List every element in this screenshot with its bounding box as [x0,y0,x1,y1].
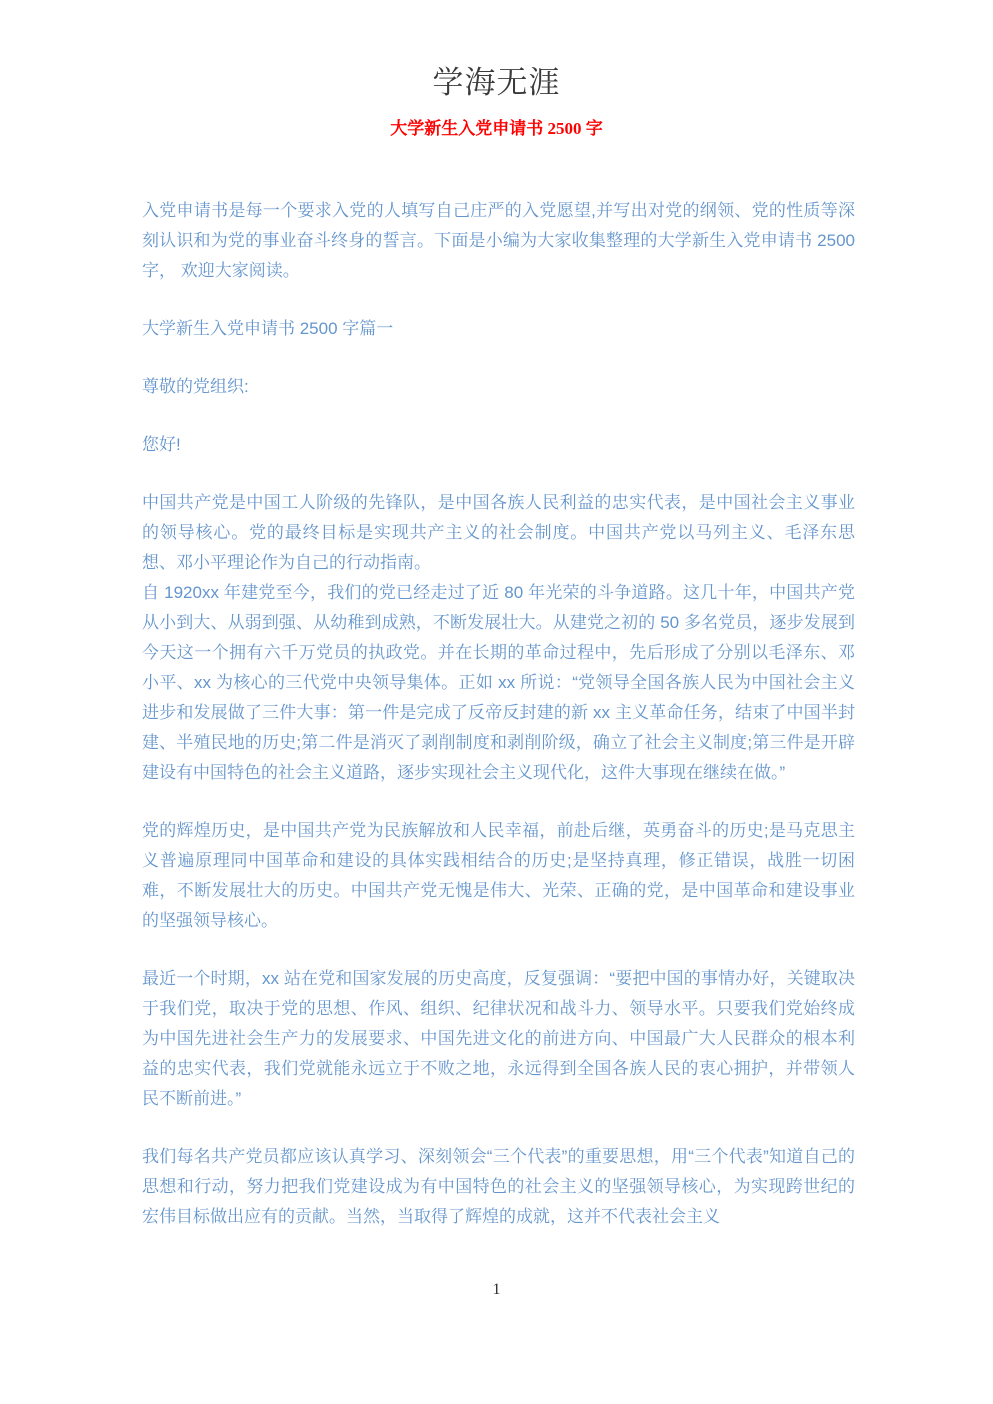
paragraph-section-heading: 大学新生入党申请书 2500 字篇一 [142,319,394,338]
document-subtitle: 大学新生入党申请书 2500 字 [390,119,603,138]
paragraph-intro: 入党申请书是每一个要求入党的人填写自己庄严的入党愿望,并写出对党的纲领、党的性质等深刻认识和为党的事业奋斗终身的誓言。下面是小编为大家收集整理的大学新生入党申请书 2500 字， 欢迎大家阅读。 [142,201,855,280]
paragraph-glorious-history: 党的辉煌历史，是中国共产党为民族解放和人民幸福，前赴后继，英勇奋斗的历史;是马克思主义普遍原理同中国革命和建设的具体实践相结合的历史;是坚持真理，修正错误，战胜一切困难，不断发展壮大的历史。中国共产党无愧是伟大、光荣、正确的党，是中国革命和建设事业的坚强领导核心。 [142,821,855,930]
paragraph-three-represents: 我们每名共产党员都应该认真学习、深刻领会“三个代表”的重要思想，用“三个代表”知道自己的思想和行动，努力把我们党建设成为有中国特色的社会主义的坚强领导核心，为实现跨世纪的宏伟目标做出应有的贡献。当然，当取得了辉煌的成就，这并不代表社会主义 [142,1147,855,1226]
page-number-label: 1 [492,1281,501,1298]
paragraph-party-nature: 中国共产党是中国工人阶级的先锋队，是中国各族人民利益的忠实代表，是中国社会主义事业的领导核心。党的最终目标是实现共产主义的社会制度。中国共产党以马列主义、毛泽东思想、邓小平理论作为自己的行动指南。 [142,493,855,572]
document-title: 学海无涯 [432,65,561,100]
document-body [142,196,855,1232]
paragraph-salutation: 尊敬的党组织: [142,377,249,396]
paragraph-greeting: 您好! [142,435,181,454]
paragraph-recent-period: 最近一个时期，xx 站在党和国家发展的历史高度，反复强调：“要把中国的事情办好，关键取决于我们党，取决于党的思想、作风、组织、纪律状况和战斗力、领导水平。只要我们党始终成为中国先进社会生产力的发展要求、中国先进文化的前进方向、中国最广大人民群众的根本利益的忠实代表，我们党就能永远立于不败之地，永远得到全国各族人民的衷心拥护，并带领人民不断前进。” [142,969,855,1108]
paragraph-party-history: 自 1920xx 年建党至今，我们的党已经走过了近 80 年光荣的斗争道路。这几十年，中国共产党从小到大、从弱到强、从幼稚到成熟，不断发展壮大。从建党之初的 50 多名党员，逐步发展到今天这一个拥有六千万党员的执政党。并在长期的革命过程中，先后形成了分别以毛泽东、邓小平、xx 为核心的三代党中央领导集体。正如 xx 所说：“党领导全国各族人民为中国社会主义进步和发展做了三件大事：第一件是完成了反帝反封建的新 xx 主义革命任务，结束了中国半封建、半殖民地的历史;第二件是消灭了剥削制度和剥削阶级，确立了社会主义制度;第三件是开辟建设有中国特色的社会主义道路，逐步实现社会主义现代化，这件大事现在继续在做。” [142,583,855,782]
